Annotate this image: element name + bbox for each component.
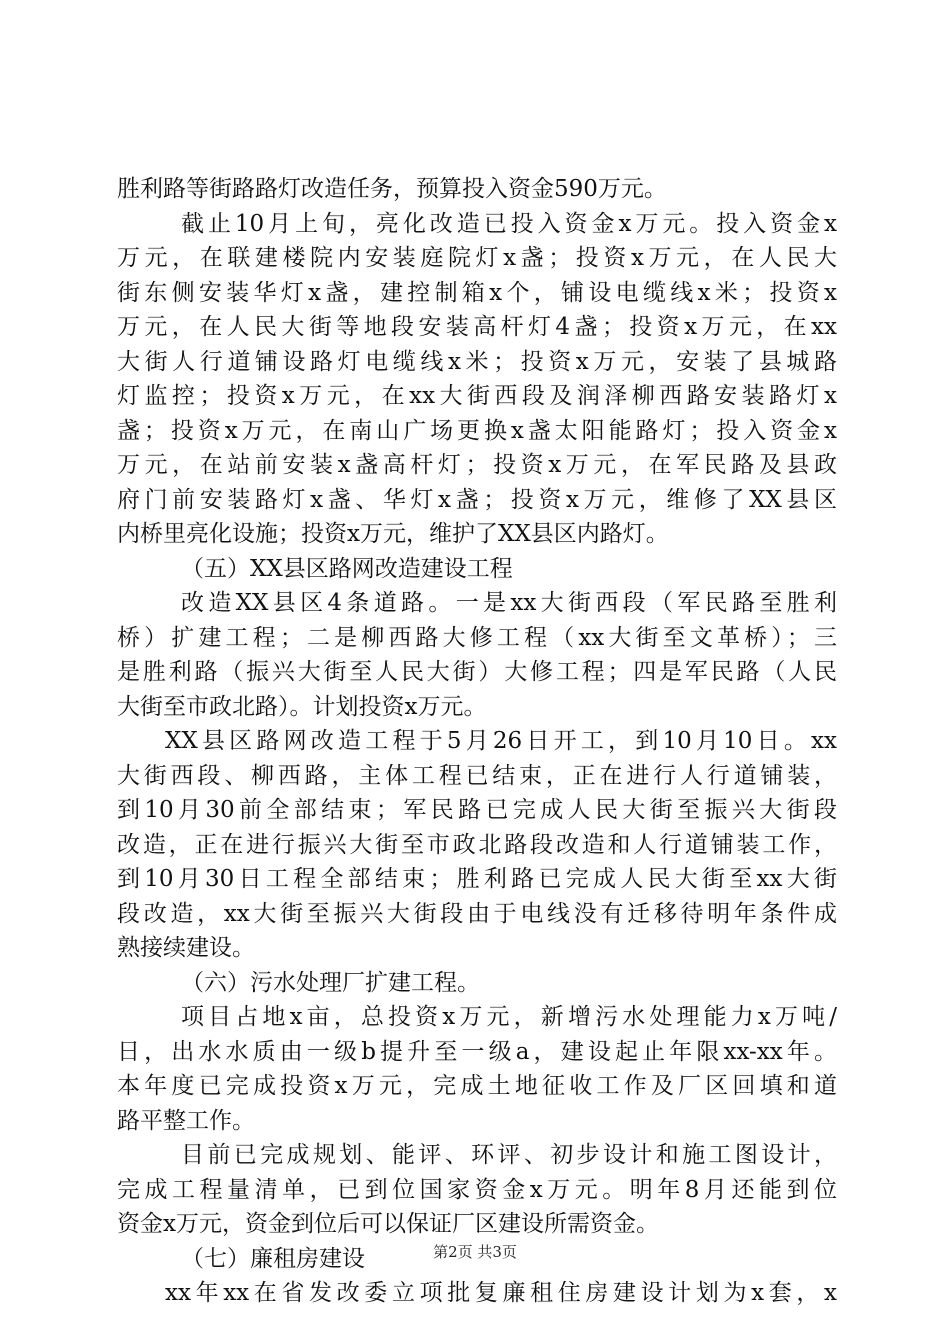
page-footer: 第2页 共3页 (433, 1243, 517, 1261)
text-line: 大街至市政北路）。计划投资x万元。 (117, 693, 487, 720)
text-line: 熟接续建设。 (117, 935, 255, 961)
text-line: 桥）扩建工程；二是柳西路大修工程（xx大街至文革桥）；三 (117, 624, 837, 651)
text-line: 大街人行道铺设路灯电缆线x米；投资x万元，安装了县城路 (117, 348, 837, 375)
section-heading: （七）廉租房建设 (181, 1245, 365, 1272)
text-line: 日，出水水质由一级b提升至一级a，建设起止年限xx-xx年。 (117, 1038, 837, 1065)
text-line: 是胜利路（振兴大街至人民大街）大修工程；四是军民路（人民 (117, 659, 837, 685)
text-line: 到10月30日工程全部结束；胜利路已完成人民大街至xx大街 (117, 866, 837, 892)
text-line: 改造XX县区4条道路。一是xx大街西段（军民路至胜利 (181, 590, 837, 616)
text-line: 万元，在人民大街等地段安装高杆灯4盏；投资x万元，在xx (117, 314, 837, 340)
text-line: 路平整工作。 (117, 1107, 255, 1134)
text-line: 盏；投资x万元，在南山广场更换x盏太阳能路灯；投入资金x (117, 417, 837, 444)
text-line: XX县区路网改造工程于5月26日开工，到10月10日。xx (165, 728, 837, 754)
text-line: 大街西段、柳西路，主体工程已结束，正在进行人行道铺装， (117, 762, 837, 789)
text-line: xx年xx在省发改委立项批复廉租住房建设计划为x套，x (165, 1280, 837, 1306)
text-line: 段改造，xx大街至振兴大街段由于电线没有迁移待明年条件成 (117, 900, 837, 927)
section-heading: （五）XX县区路网改造建设工程 (181, 555, 513, 582)
text-line: 资金x万元，资金到位后可以保证厂区建设所需资金。 (117, 1211, 659, 1237)
document-body (117, 172, 837, 1311)
text-line: 万元，在联建楼院内安装庭院灯x盏；投资x万元，在人民大 (117, 245, 837, 271)
text-line: 截止10月上旬，亮化改造已投入资金x万元。投入资金x (181, 210, 837, 237)
section-heading: （六）污水处理厂扩建工程。 (181, 969, 480, 996)
text-line: 府门前安装路灯x盏、华灯x盏；投资x万元，维修了XX县区 (117, 486, 837, 513)
text-line: 改造，正在进行振兴大街至市政北路段改造和人行道铺装工作， (117, 831, 837, 858)
text-line: 完成工程量清单，已到位国家资金x万元。明年8月还能到位 (117, 1176, 837, 1203)
text-line: 万元，在站前安装x盏高杆灯；投资x万元，在军民路及县政 (117, 452, 837, 478)
text-line: 街东侧安装华灯x盏，建控制箱x个，铺设电缆线x米；投资x (117, 279, 837, 306)
text-line: 项目占地x亩，总投资x万元，新增污水处理能力x万吨/ (181, 1004, 837, 1030)
text-line: 目前已完成规划、能评、环评、初步设计和施工图设计， (181, 1142, 837, 1168)
text-line: 内桥里亮化设施；投资x万元，维护了XX县区内路灯。 (117, 521, 669, 547)
text-line: 灯监控；投资x万元，在xx大街西段及润泽柳西路安装路灯x (117, 383, 837, 409)
text-line: 到10月30前全部结束；军民路已完成人民大街至振兴大街段 (117, 797, 837, 823)
text-line: 本年度已完成投资x万元，完成土地征收工作及厂区回填和道 (117, 1073, 837, 1099)
text-line: 胜利路等街路路灯改造任务，预算投入资金590万元。 (117, 176, 667, 202)
